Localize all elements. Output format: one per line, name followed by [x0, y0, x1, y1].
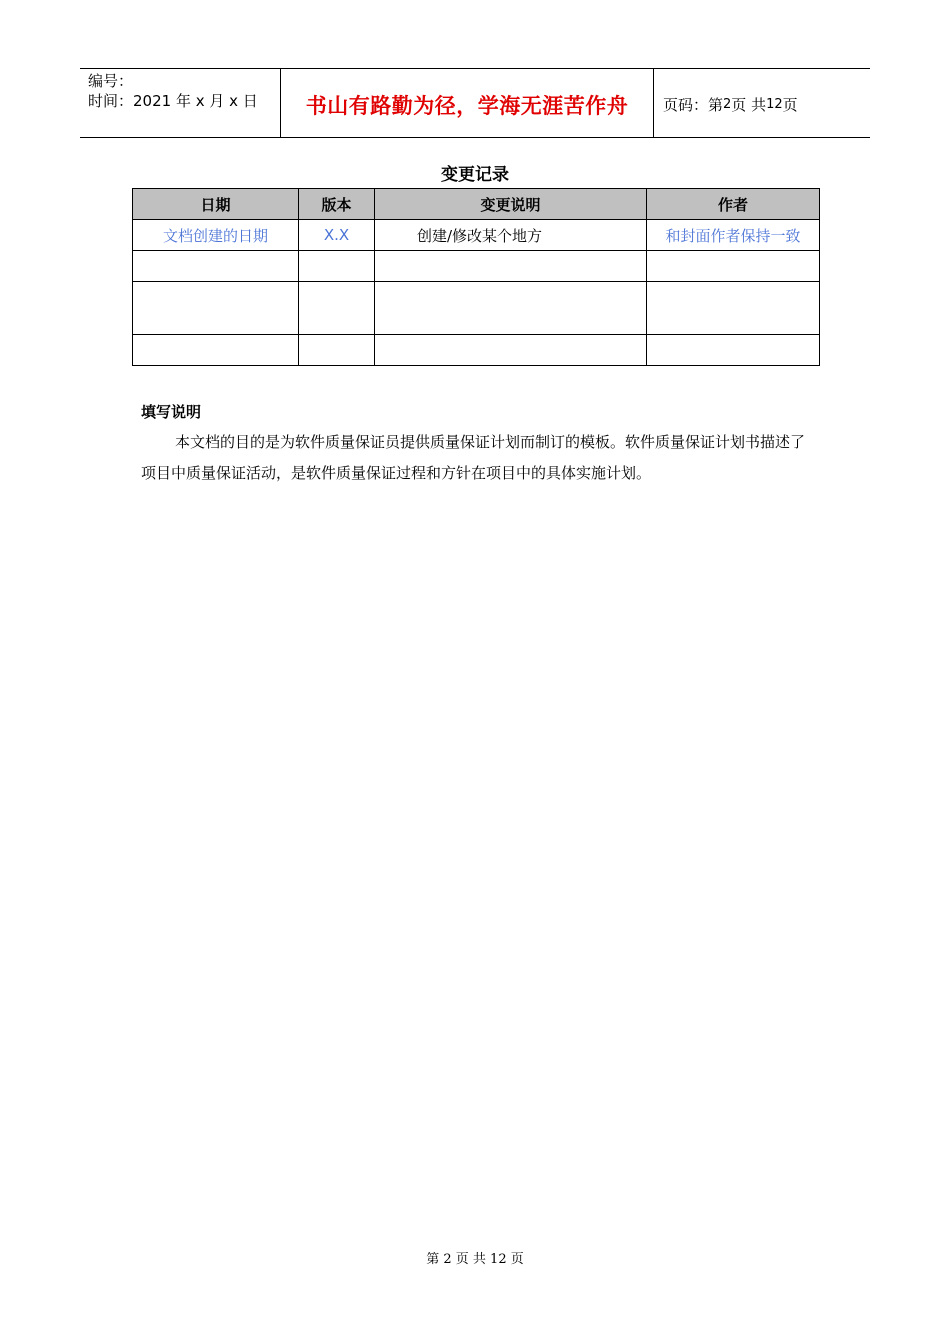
cell-version [299, 335, 375, 366]
cell-author [647, 251, 820, 282]
document-time-label: 时间：2021 年 x 月 x 日 [88, 92, 258, 110]
table-row [133, 335, 820, 366]
page-total: 12 [766, 96, 783, 112]
document-number-label: 编号： [88, 72, 134, 90]
page-mid: 页 共 [731, 95, 767, 114]
page-footer: 第 2 页 共 12 页 [426, 1252, 524, 1267]
cell-description [375, 335, 647, 366]
table-row [133, 251, 820, 282]
page-current: 2 [723, 96, 732, 112]
table-row [133, 220, 820, 251]
cell-date [133, 335, 299, 366]
header-page-info [654, 69, 870, 137]
cell-date: 文档创建的日期 [133, 220, 299, 251]
cell-description [375, 282, 647, 335]
cell-date [133, 251, 299, 282]
cell-description: 创建/修改某个地方 [375, 220, 647, 251]
page-suffix: 页 [782, 95, 798, 114]
column-header-author: 作者 [647, 189, 820, 220]
column-header-version: 版本 [299, 189, 375, 220]
change-record-table [132, 188, 820, 366]
cell-version [299, 251, 375, 282]
page-prefix: 页码：第 [663, 95, 724, 114]
header-meta [80, 69, 281, 137]
cell-version: X.X [299, 220, 375, 251]
cell-author [647, 335, 820, 366]
page-header [80, 68, 870, 138]
cell-version [299, 282, 375, 335]
header-motto: 书山有路勤为径，学海无涯苦作舟 [281, 69, 654, 137]
cell-date [133, 282, 299, 335]
instructions-heading: 填写说明 [141, 403, 202, 421]
column-header-date: 日期 [133, 189, 299, 220]
table-row [133, 282, 820, 335]
change-record-title: 变更记录 [441, 165, 509, 185]
cell-author [647, 282, 820, 335]
cell-author: 和封面作者保持一致 [647, 220, 820, 251]
table-header-row [133, 189, 820, 220]
cell-description [375, 251, 647, 282]
column-header-description: 变更说明 [375, 189, 647, 220]
instructions-body: 本文档的目的是为软件质量保证员提供质量保证计划而制订的模板。软件质量保证计划书描述了项目中质量保证活动，是软件质量保证过程和方针在项目中的具体实施计划。 [141, 433, 806, 482]
